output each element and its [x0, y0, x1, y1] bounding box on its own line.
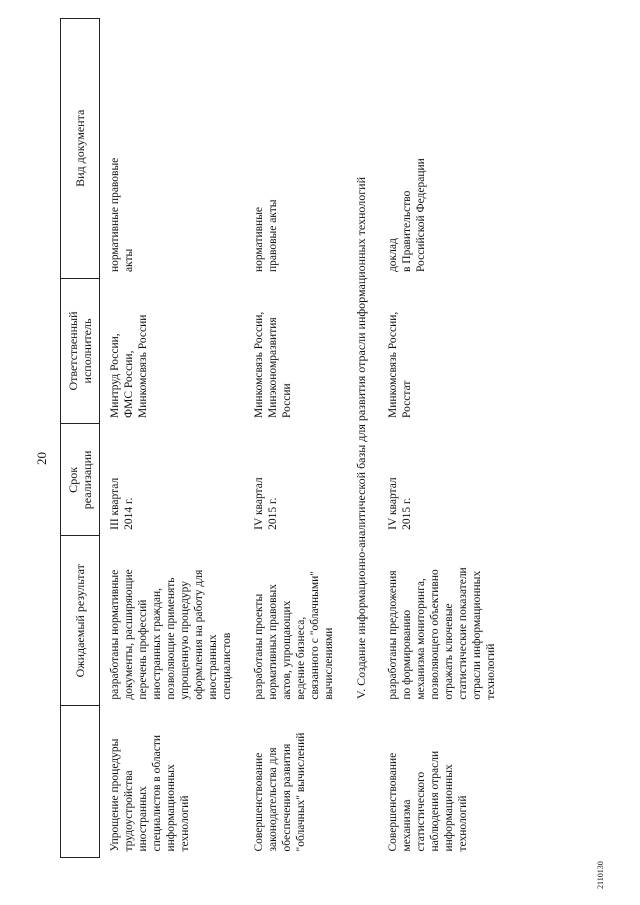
table-row: [378, 19, 508, 858]
section-row: [346, 19, 378, 858]
term-cell: IV квартал 2015 г.: [387, 477, 413, 530]
page-number: 20: [34, 452, 49, 465]
measure-cell: Совершенствование механизма статистического наблюдения отрасли информационных технологий: [387, 750, 469, 852]
result-cell: разработаны нормативные документы, расширяющие перечень профессий иностранных граждан, позволяющие применять упрощенную процедуру оформления на работу для иностранных специалистов: [109, 569, 233, 700]
header-term: Срок реализации: [61, 424, 100, 536]
doc-type-cell: нормативные правовые акты: [109, 157, 135, 273]
executor-cell: Минкомсвязь России, Минэкономразвития России: [253, 311, 293, 418]
measure-cell: Совершенствование законодательства для обеспечения развития "облачных" вычислений: [253, 732, 307, 852]
executor-cell: Минкомсвязь России, Росстат: [387, 311, 413, 418]
result-cell: разработаны проекты нормативных правовых актов, упрощающих ведение бизнеса, связанного с "облачными" вычислениями: [253, 571, 335, 700]
document-code: 2110130: [596, 861, 605, 889]
header-expected-result: Ожидаемый результат: [61, 536, 100, 706]
action-plan-table: [60, 18, 508, 858]
header-executor: Ответственный исполнитель: [61, 278, 100, 424]
table-header-row: [61, 19, 100, 858]
section-title: V. Создание информационно-аналитической базы для развития отрасли информационных технологий: [354, 176, 368, 700]
table-row: [244, 19, 346, 858]
executor-cell: Минтруд России, ФМС России, Минкомсвязь России: [109, 314, 149, 418]
header-document-type: Вид документа: [61, 19, 100, 279]
measure-cell: Упрощение процедуры трудоустройства иностранных специалистов в области информационных технологий: [109, 734, 191, 852]
result-cell: разработаны предложения по формированию механизма мониторинга, позволяющего объективно отражать ключевые статистические показатели отрасли информационных технологий: [387, 567, 497, 700]
header-measure: [61, 706, 100, 858]
doc-type-cell: доклад в Правительство Российской Федерации: [387, 158, 427, 273]
term-cell: IV квартал 2015 г.: [253, 477, 279, 530]
table-row: [100, 19, 245, 858]
doc-type-cell: нормативные правовые акты: [253, 199, 279, 273]
term-cell: III квартал 2014 г.: [109, 477, 135, 530]
